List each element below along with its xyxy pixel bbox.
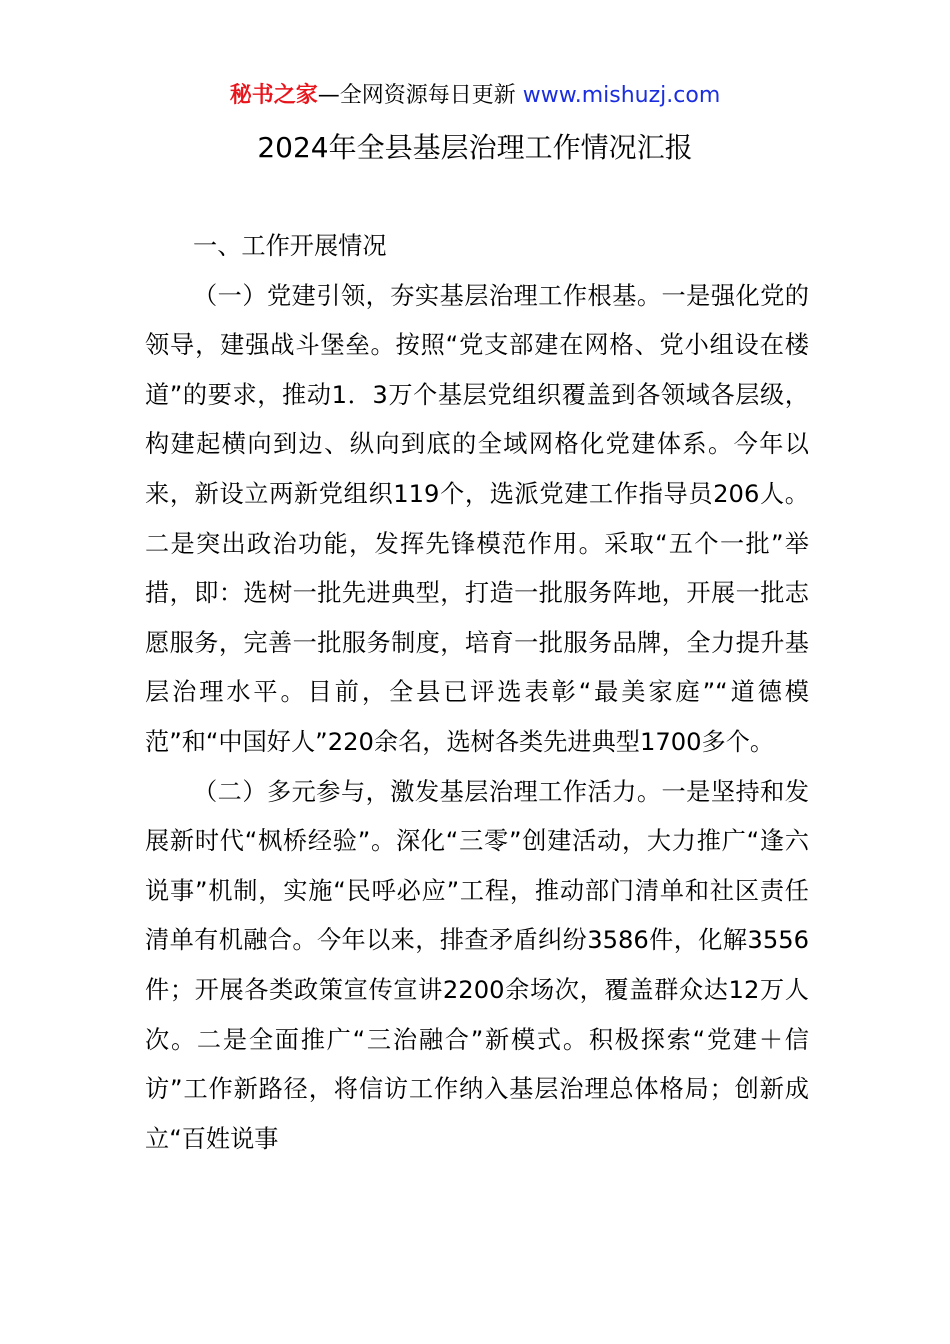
paragraph-diverse-participation: （二）多元参与，激发基层治理工作活力。一是坚持和发展新时代“枫桥经验”。深化“三零”创建活动，大力推广“逢六说事”机制，实施“民呼必应”工程，推动部门清单和社区责任清单有机融合。今年以来，排查矛盾纠纷3586件，化解3556件；开展各类政策宣传宣讲2200余场次，覆盖群众达12万人次。二是全面推广“三治融合”新模式。积极探索“党建＋信访”工作新路径，将信访工作纳入基层治理总体格局；创新成立“百姓说事 bbox=[145, 777, 809, 1153]
brand-name: 秘书之家 bbox=[229, 83, 318, 108]
header-tagline: —全网资源每日更新 bbox=[317, 83, 523, 108]
section-heading: 一、工作开展情况 bbox=[193, 232, 387, 260]
document-body bbox=[145, 222, 809, 1164]
site-header bbox=[0, 80, 950, 112]
paragraph-party-building: （一）党建引领，夯实基层治理工作根基。一是强化党的领导，建强战斗堡垒。按照“党支部建在网格、党小组设在楼道”的要求，推动1．3万个基层党组织覆盖到各领域各层级，构建起横向到边、纵向到底的全域网格化党建体系。今年以来，新设立两新党组织119个，选派党建工作指导员206人。二是突出政治功能，发挥先锋模范作用。采取“五个一批”举措，即：选树一批先进典型，打造一批服务阵地，开展一批志愿服务，完善一批服务制度，培育一批服务品牌，全力提升基层治理水平。目前，全县已评选表彰“最美家庭”“道德模范”和“中国好人”220余名，选树各类先进典型1700多个。 bbox=[145, 281, 809, 756]
document-title: 2024年全县基层治理工作情况汇报 bbox=[257, 131, 693, 164]
site-url-link[interactable]: www.mishuzj.com bbox=[522, 83, 721, 108]
